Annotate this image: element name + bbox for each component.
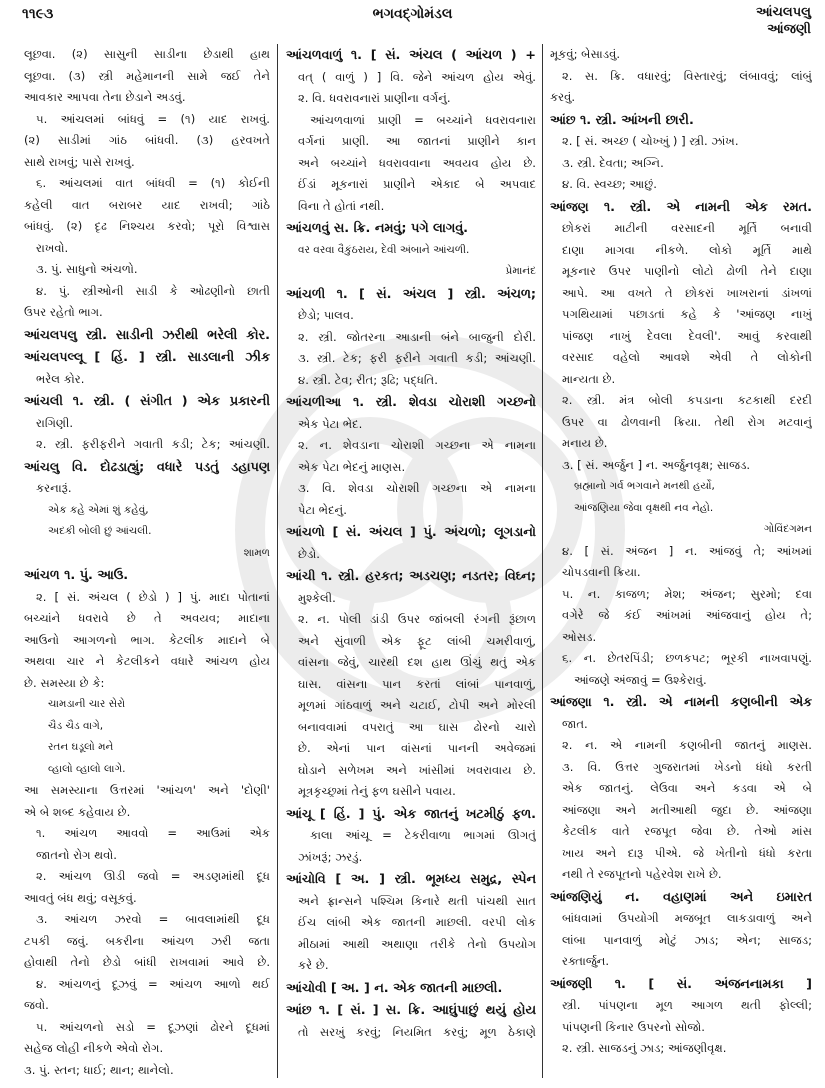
entry-text-line: વત્ ( વાળું ) ] વિ. જેને આંચળ હોય એવું. [298,69,536,84]
entry-headword-line: આંચલપલ્લૂ [ હિં. ] સ્ત્રી. સાડલાની ઝીક [24,349,270,365]
entry-text-line: ૪. [ સં. અંજન ] ન. આંજવું તે; આંખમાં [562,543,812,558]
headword: આંચળવું [286,220,330,235]
entry-text-line: પાંપણની કિનાર ઉપરનો સોજો. [562,1019,705,1034]
entry-text-line: માન્યતા છે. [562,371,616,386]
page-header [0,0,825,44]
column-middle [286,44,536,1078]
entry-text-line: ઓસડ. [562,629,597,644]
headword: આંછ [286,1002,312,1017]
entry-text-line: કહેલી વાત બરાબર યાદ રાખવી; ગાંઠે [24,197,270,212]
entry-text-line: ૪. આંચળનું દૂઝવું = આંચળ આળો થઈ [36,976,270,991]
entry-text-line: સહેજ લોહી નીકળે એવો રોગ. [24,1041,164,1055]
entry-text-line: ૪. સ્ત્રી. ટેવ; રીત; રૂઢિ; પદ્ધતિ. [298,372,438,387]
entry-text-line: રક્તાર્જુન. [562,954,610,968]
guide-word-last: આંજણી [767,22,811,37]
entry-text-line: ૨. સ્ત્રી. સાજડનું ઝાડ; આંજણીવૃક્ષ. [562,1041,727,1055]
entry-text-line: સ્ત્રી. પાંપણના મૂળ આગળ થતી ફોલ્લી; [562,998,812,1012]
entry-text-line: તો સરખું કરવું; નિયમિત કરવું; મૂળ ઠેકાણે [298,1024,536,1039]
headword: આંજણી [550,975,593,991]
column-divider [542,44,543,1078]
entry-text-line: છોકરાં માટીની વરસાદની મૂર્તિ બનાવી [562,221,812,235]
entry-headword-line: આંચળો [ સં. અંચલ ] પું. અંચળો; લૂગડાનો [286,524,536,540]
entry-text-line: અને સુંવાળી એક ફૂટ લાંબી ચમરીવાળું, [298,633,536,648]
entry-text-line: આંચળવાળાં પ્રાણી = બચ્ચાંને ધવરાવનારા [310,112,536,127]
entry-text-line: ૪. પું. સ્ત્રીઓની સાડી કે ઓઢણીનો છાતી [36,283,270,298]
entry-text-line: ચૈડ ચૈડ વાગે, [48,719,104,732]
entry-headword-line: આંચળ ૧. પું. આઉ. [24,567,129,583]
entry-headword-line: આંચળવું સ. ક્રિ. નમવું; પગે લાગવું. [286,220,469,236]
entry-text-line: ટપકી જવું. બકરીના આંચળ ઝરી જતા [24,933,270,948]
entry-headword-line: આંચોવી [ અ. ] ન. એક જાતની માછલી. [286,979,503,996]
headword: આંચી [286,568,316,583]
entry-text-line: રાગિણી. [36,415,74,430]
entry-text-line: છેડો. [298,546,320,561]
entry-headword-line: આંચલુ વિ. દોઢડાહ્યું; વધારે પડતું ડહાપણ [24,458,270,475]
headword: આંચલી [24,393,63,408]
entry-text-line: ૨. ન. એ નામની કણબીની જાતનું માણસ. [562,738,812,752]
entry-text-line: ૩. પું. સ્તન; ધાઈ; થાન; થાનેલો. [24,1062,174,1077]
entry-text-line: બાંધવામાં ઉપયોગી મજબૂત લાકડાવાળું અને [562,911,812,925]
entry-text-line: ૩. વિ. શેવડા ચોરાશી ગચ્છના એ નામના [298,481,536,495]
column-right [550,44,812,1078]
page-number: ૧૧૯૩ [22,6,54,22]
entry-headword-line: આંચલી ૧. સ્ત્રી. ( સંગીત ) એક પ્રકારની [24,393,270,409]
entry-text-line: ઘાસ. વાંસના પાન કરતાં લાંબાં પાનવાળું, [298,676,536,691]
entry-text-line: ૩. સ્ત્રી. દેવતા; અગ્નિ. [562,155,664,170]
entry-text-line: બચ્ચાંને ધવરાવે છે તે અવયવ; માદાના [24,611,270,625]
entry-text-line: ખાય અને દારૂ પીએ. જે ખેતીનો ધંધો કરતા [562,845,812,860]
entry-headword-line: આંચોવિ [ અ. ] સ્ત્રી. ભૂમધ્ય સમુદ્ર, સ્પેન [286,871,536,887]
entry-text-line: આપે. આ વખતે તે છોકરાં ખાખરાનાં ડાંખળાં [562,285,812,300]
entry-text-line: ઉપર વા ઢોળવાની ક્રિયા. તેથી રોગ મટવાનું [562,414,812,429]
page-title: ભગવદ્ગોમંડલ [372,6,453,22]
entry-text-line: વરસાદ વહેલો આવશે એવી તે લોકોની [562,350,812,364]
entry-text-line: ૨. સ્ત્રી. મંત્ર બોલી કપડાના કટકાથી દરદી [562,393,812,407]
entry-text-line: વાંસના જેવું, ચારથી દશ હાથ ઊંચું થતું એક [298,655,536,669]
headword: આંચલુ [24,458,60,474]
entry-text-line: વર વરવા વૈકુંઠરાય, દેવી અંબાને આંચળી. [298,243,470,256]
entry-text-line: લૂછવા. (૨) સાસુની સાડીના છેડાથી હાથ [24,47,270,61]
entry-text-line: એક કહે એમાં શું કહેવું, [48,503,149,516]
entry-text-line: મનાય છે. [562,436,608,450]
entry-text-line: બાંધવું. (૨) દૃઢ નિશ્ચય કરવો; પૂરો વિશ્વાસ [24,219,270,233]
entry-text-line: ચોપડવાની ક્રિયા. [562,565,641,579]
entry-text-line: સાથે રાખવું; પાસે રાખવું. [24,154,135,169]
entry-text-line: ૫. આંચલમાં બાંધવું = (૧) યાદ રાખવું. [36,111,270,126]
entry-text-line: ૬. આંચલમાં વાત બાંધવી = (૧) કોઈની [36,176,270,190]
headword: આંછ [550,111,576,127]
entry-text-line: મુશ્કેલી. [298,590,336,605]
entry-headword-line: આંચળીઆ ૧. સ્ત્રી. શેવડા ચોરાશી ગચ્છનો [286,394,536,410]
entry-text-line: મૂકનાર ઉપર પાણીનો લોટો ઢોળી તેને દાણા [562,264,812,278]
entry-text-line: ૩. આંચળ ઝરવો = બાવલામાંથી દૂધ [36,912,270,926]
entry-text-line: (૨) સાડીમાં ગાંઠ બાંધવી. (૩) હરવખતે [24,133,270,147]
entry-text-line: મૂત્રકૃચ્છ્રમાં તેનું ફળ ઘસીને પવાય. [298,784,456,798]
entry-headword-line: આંછ ૧. [ સં. ] સ. ક્રિ. આઘુંપાછું થયું હોય [286,1002,536,1018]
entry-headword-line: આંચલપલુ સ્ત્રી. સાડીની ઝરીથી ભરેલી કોર. [24,326,270,343]
entry-text-line: ૩. વિ. ઉત્તર ગુજરાતમાં ખેડનો ધંધો કરતી [562,759,812,774]
entry-text-line: વિના તે હોતાં નથી. [298,198,385,213]
entry-headword-line: આંચળવાળું ૧. [ સં. અંચલ ( આંચળ ) + [286,47,536,63]
entry-text-line: મૂળમાં ગાંઠવાળું અને ચટાઈ, ટોપી અને મોરલી [298,698,536,712]
entry-headword-line: આંછ ૧. સ્ત્રી. આંખની છારી. [550,111,694,128]
column-left [24,44,270,1078]
entry-text-line: આવકાર આપવા તેના છેડાને અડવું. [24,90,186,104]
headword: આંચળીઆ [286,394,342,409]
entry-text-line: હોવાથી તેનો છેડો બાંધી રાખવામાં આવે છે. [24,955,270,969]
entry-text-line: એક પેટા ભેદનું માણસ. [298,459,406,474]
entry-text-line: ઝાંખરૂં; ઝરડું. [298,849,363,864]
entry-text-line: ૩. [ સં. અર્જુન ] ન. અર્જુનવૃક્ષ; સાજડ. [562,457,751,472]
entry-text-line: લૂછવા. (૩) સ્ત્રી મહેમાનની સામે જઈ તેને [24,68,270,83]
entry-text-line: લાંબા પાનવાળું મોટું ઝાડ; એન; સાજડ; [562,932,812,947]
entry-text-line: દાણા માગવા નીકળે. લોકો મૂર્તિ માથે [562,242,812,257]
entry-headword-line: આંચળી ૧. [ સં. અંચલ ] સ્ત્રી. અંચળ; [286,285,536,302]
guide-word-first: આંચલપલુ [755,5,811,20]
entry-text-line: ૩. પું. સાધુનો અંચળો. [36,262,138,276]
entry-text-line: રતન ઘડૂલો મને [48,741,114,753]
entry-text-line: એક પેટા ભેદ. [298,416,363,431]
headword: આંચોવી [286,979,327,995]
entry-text-line: શામળ [243,546,270,559]
entry-text-line: ૨. [ સં. અચ્છ ( ચોખ્ખું ) ] સ્ત્રી. ઝાંખ. [562,134,739,148]
entry-text-line: વગેરે જે કંઈ આંખમાં આંજવાનું હોય તે; [562,608,812,622]
entry-text-line: પેટા ભેદનું. [298,502,347,517]
entry-text-line: જાત. [562,716,588,731]
headword: આંજણ [550,198,589,214]
entry-headword-line: આંચૂ [ હિં. ] પું. એક જાતનું ખટમીઠું ફળ. [286,805,536,822]
entry-text-line: ચામડાની ચાર સેરો [48,698,126,710]
column-divider [277,44,278,1078]
entry-text-line: મીઠામાં આથી અથાણા તરીકે તેનો ઉપયોગ [298,936,536,951]
entry-text-line: અને ફ્રાન્સને પશ્ચિમ કિનારે થતી પાંચથી સાત [298,893,536,908]
entry-text-line: અદકી બોલી છું આંચલી. [48,525,152,537]
headword: આંચોવિ [286,871,326,886]
entry-text-line: આઉનો આગળનો ભાગ. કેટલીક માદાને બે [24,632,270,647]
entry-text-line: વ્હાલો વ્હાલો લાગે. [48,762,126,775]
entry-text-line: જવો. [24,998,49,1012]
headword: આંચળો [286,524,325,539]
entry-headword-line: આંજણી ૧. [ સં. અંજનનામકા ] [550,975,812,992]
entry-text-line: ઈંચ લાંબી એક જાતની માછલી. વરપી લોક [298,915,536,929]
entry-text-line: ઘોડાને સળેખમ અને ખાંસીમાં ખવરાવાય છે. [298,762,536,777]
entry-text-line: પગથિયામાં પછાડતાં કહે કે 'આંજણ નાખું [562,307,812,321]
entry-headword-line: આંચી ૧. સ્ત્રી. હરકત; અડચણ; નડતર; વિઘ્ન; [286,568,536,584]
entry-text-line: આંજણે અંજાવું = ઉશ્કેરાવું. [574,672,707,687]
entry-text-line: એક જાતનું. લેઉવા અને કડવા એ બે [562,781,812,795]
entry-text-line: પાંજણ નાખું દેવલા દેવલી'. આવું કરવાથી [562,328,812,343]
entry-text-line: ૪. વિ. સ્વચ્છ; આછું. [562,177,657,191]
entry-text-line: ૨. વિ. ધવરાવનારાં પ્રાણીના વર્ગનું. [298,91,451,105]
entry-text-line: આંજણિયા જેવા વૃક્ષથી નવ નેહો. [574,501,714,514]
entry-text-line: ઈંડાં મૂકનારાં પ્રાણીને એકાદ બે અપવાદ [298,177,536,191]
entry-text-line: રાખવો. [36,240,69,255]
headword: આંજણિયું [550,888,602,904]
entry-text-line: આવતું બંધ થવું; વસૂકવું. [24,890,137,905]
entry-text-line: છેડો; પાલવ. [298,308,354,322]
entry-text-line: અથવા ચાર ને કેટલીકને વધારે આંચળ હોય [24,654,270,668]
entry-text-line: ૨. ન. પોલી ડાંડી ઉપર જાંબલી રંગની રૂંછાળ [298,612,536,626]
entry-text-line: છે. સમસ્યા છે કે: [24,675,105,690]
entry-text-line: મૂકવું; બેસાડવું. [550,47,620,61]
guide-words [756,4,811,38]
entry-text-line: ૫. આંચળનો સડો = દૂઝણાં ઢોરને દૂધમાં [36,1019,270,1034]
entry-text-line: ૨. આંચળ ઊડી જવો = અડણમાંથી દૂધ [36,869,270,883]
entry-text-line: ૨. સ. ક્રિ. વધારવું; વિસ્તારવું; લંબાવવું; લાંબું [562,68,812,83]
headword: આંચૂ [286,805,312,821]
entry-text-line: ૧. આંચળ આવવો = આઉમાં એક [36,826,270,840]
entry-text-line: એ બે શબ્દ કહેવાય છે. [24,804,131,819]
entry-text-line: કરવું. [550,90,576,104]
headword: આંજણા [550,694,592,709]
entry-text-line: કરનારૂં. [36,481,72,495]
entry-text-line: આ સમસ્યાના ઉત્તરમાં 'આંચળ' અને 'દોણી' [24,783,270,797]
entry-text-line: બનાવવામાં વપરાતું આ ઘાસ ઢોરનો ચારો [298,719,536,734]
entry-text-line: આંજણા અને મતીઆથી જુદા છે. આંજણા [562,802,812,817]
entry-text-line: કાલા આંચૂ = ટેકરીવાળા ભાગમાં ઊગતું [310,828,536,842]
entry-text-line: ૨. સ્ત્રી. જોતરના આડાની બંને બાજુની દોરી. [298,329,536,344]
entry-text-line: છે. એનાં પાન વાંસનાં પાનની અવેજમાં [298,741,536,755]
headword: આંચલપલ્લૂ [24,349,84,364]
entry-text-line: કેટલીક વાતે રજપૂત જેવા છે. તેઓ માંસ [562,824,812,838]
headword: આંચળવાળું [286,47,343,62]
entry-text-line: નથી તે રજપૂતનો પહેરવેશ રાખે છે. [562,867,722,881]
entry-headword-line: આંજણિયું ન. વહાણમાં અને ઇમારત [550,888,812,905]
entry-text-line: ૫. ન. કાજળ; મેશ; અંજન; સુરમો; દવા [562,586,812,601]
entry-text-line: કરે છે. [298,958,329,972]
entry-text-line: ૨. [ સં. અંચલ ( છેડો ) ] પું. માદા પોતાનાં [36,589,270,604]
entry-text-line: ગોવિંદગમન [764,523,812,535]
entry-text-line: અને બચ્ચાંને ધવરાવવાના અવયવ હોય છે. [298,155,536,170]
entry-text-line: ૨. સ્ત્રી. ફરીફરીને ગવાતી કડી; ટેક; આંચણી. [36,437,270,451]
entry-text-line: ઉપર રહેતો ભાગ. [24,305,103,319]
entry-text-line: ભરેલ કોર. [36,371,85,386]
headword: આંચળ [24,567,60,582]
headword: આંચળી [286,285,326,301]
entry-text-line: જાતનો રોગ થવો. [36,847,117,862]
headword: આંચલપલુ [24,326,77,342]
entry-headword-line: આંજણ ૧. સ્ત્રી. એ નામની એક રમત. [550,198,812,215]
entry-text-line: વર્ગનાં પ્રાણી. આ જાતનાં પ્રાણીને કાન [298,134,536,148]
entry-text-line: પ્રેમાનંદ [505,265,536,277]
entry-text-line: બ્રહ્માનો ગર્વ ભગવાને મનથી હર્યો, [574,480,715,492]
entry-text-line: ૬. ન. છેતરપિંડી; છળકપટ; ભૂરકી નાખવાપણું. [562,651,812,665]
entry-text-line: ૨. ન. શેવડાના ચોરાશી ગચ્છના એ નામના [298,438,536,452]
entry-headword-line: આંજણા ૧. સ્ત્રી. એ નામની કણબીની એક [550,694,812,710]
entry-text-line: ૩. સ્ત્રી. ટેક; ફરી ફરીને ગવાતી કડી; આંચણી. [298,351,536,365]
